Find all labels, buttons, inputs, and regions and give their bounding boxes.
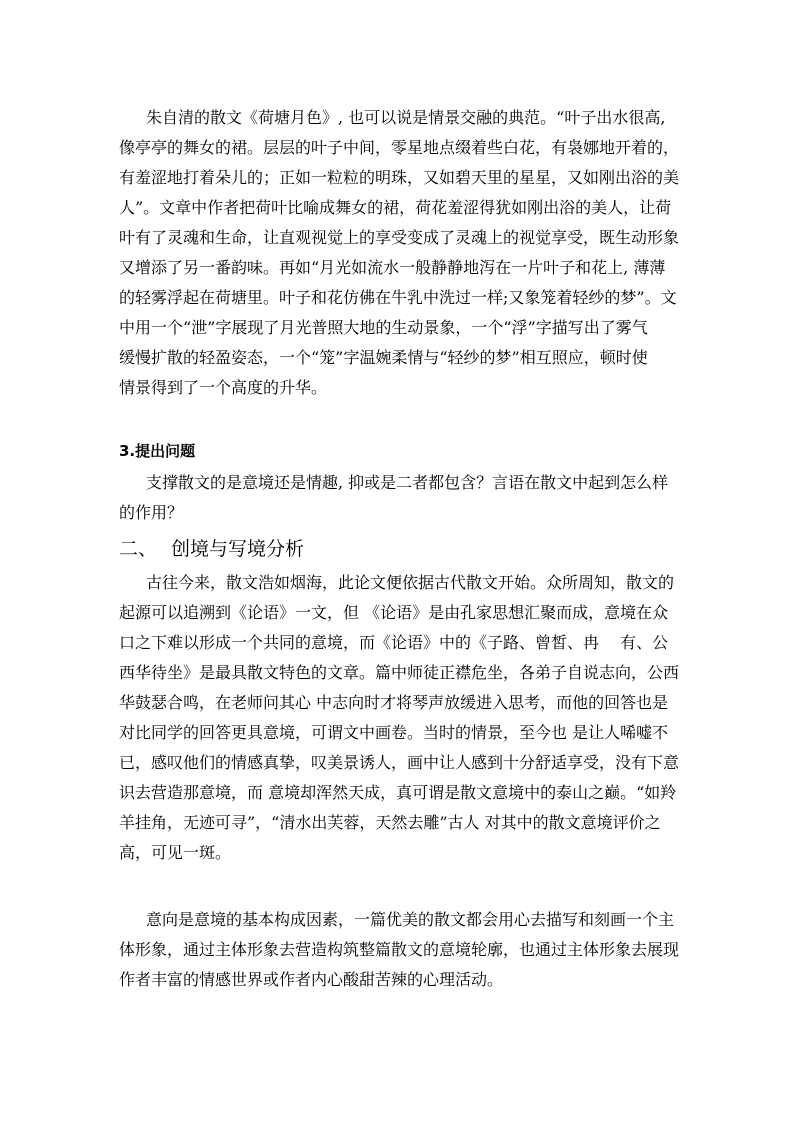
text-line: 羊挂角，无迹可寻”，“清水出芙蓉，天然去雕”古人 对其中的散文意境评价之 (119, 813, 661, 832)
text-line: 华鼓瑟合鸣，在老师问其心 中志向时才将琴声放缓进入思考，而他的回答也是 (119, 693, 669, 712)
text-line: 人”。文章中作者把荷叶比喻成舞女的裙，荷花羞涩得犹如刚出浴的美人，让荷 (119, 198, 672, 217)
text-line: 中用一个“泄”字展现了月光普照大地的生动景象，一个“浮”字描写出了雾气 (119, 318, 648, 337)
text-line: 高，可见一斑。 (119, 843, 232, 862)
paragraph-lotus-moonlight (119, 103, 680, 403)
text-line: 朱自清的散文《荷塘月色》, 也可以说是情景交融的典范。“叶子出水很高, (146, 108, 666, 127)
text-line: 起源可以追溯到《论语》一文，但 《论语》是由孔家思想汇聚而成，意境在众 (119, 603, 669, 622)
text-line: 叶有了灵魂和生命，让直观视觉上的享受变成了灵魂上的视觉享受，既生动形象 (119, 228, 680, 247)
text-line: 缓慢扩散的轻盈姿态，一个“笼”字温婉柔情与“轻纱的梦”相互照应，顿时使 (119, 348, 648, 367)
text-line: 情景得到了一个高度的升华。 (119, 378, 328, 397)
text-line: 作者丰富的情感世界或作者内心酸甜苦辣的心理活动。 (119, 970, 504, 989)
text-line: 的轻雾浮起在荷塘里。叶子和花仿佛在牛乳中洗过一样;又象笼着轻纱的梦”。文 (119, 288, 677, 307)
paragraph-question (119, 468, 675, 528)
text-line: 支撑散文的是意境还是情趣, 抑或是二者都包含？言语在散文中起到怎么样 (146, 473, 669, 492)
section-heading (119, 535, 304, 563)
text-line: 像亭亭的舞女的裙。层层的叶子中间，零星地点缀着些白花，有袅娜地开着的， (119, 138, 680, 157)
text-line: 又增添了另一番韵味。再如“月光如流水一般静静地泻在一片叶子和花上, 薄薄 (119, 258, 666, 277)
text-line: 的作用？ (119, 503, 184, 522)
section-title: 创境与写境分析 (171, 538, 305, 560)
text-line: 古往今来，散文浩如烟海，此论文便依据古代散文开始。众所周知，散文的 (146, 573, 675, 592)
text-line: 已，感叹他们的情感真挚，叹美景诱人，画中让人感到十分舒适享受，没有下意 (119, 753, 680, 772)
text-line: 意向是意境的基本构成因素，一篇优美的散文都会用心去描写和刻画一个主 (146, 910, 675, 929)
section-subheading: 3.提出问题 (119, 442, 196, 460)
paragraph-imagery (119, 905, 680, 995)
text-line: 体形象，通过主体形象去营造构筑整篇散文的意境轮廓，也通过主体形象去展现 (119, 940, 680, 959)
text-line: 有羞涩地打着朵儿的；正如一粒粒的明珠，又如碧天里的星星，又如刚出浴的美 (119, 168, 680, 187)
text-line: 对比同学的回答更具意境，可谓文中画卷。当时的情景，至今也 是让人唏嘘不 (119, 723, 669, 742)
section-number: 二、 (119, 538, 158, 560)
text-line: 口之下难以形成一个共同的意境，而《论语》中的《子路、曾皙、冉 有、公 (119, 633, 669, 652)
text-line: 西华待坐》是最具散文特色的文章。篇中师徒正襟危坐，各弟子自说志向，公西 (119, 663, 680, 682)
paragraph-analysis (119, 568, 680, 868)
text-line: 识去营造那意境，而 意境却浑然天成，真可谓是散文意境中的泰山之巅。“如羚 (119, 783, 677, 802)
